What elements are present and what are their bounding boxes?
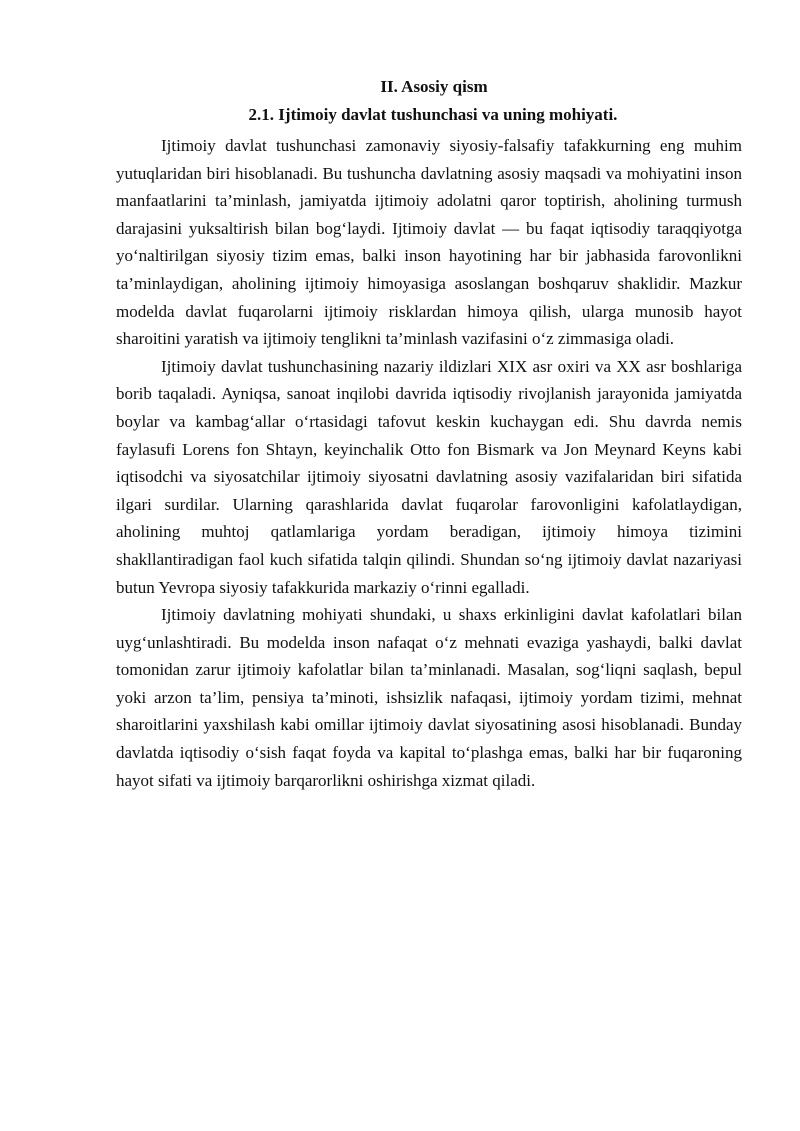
section-title: II. Asosiy qism (380, 77, 488, 96)
paragraph-3: Ijtimoiy davlatning mohiyati shundaki, u shaxs erkinligini davlat kafolatlari bilan uyg‘unlashtiradi. Bu modelda inson nafaqat o‘z mehnati evaziga yashaydi, balki davlat tomonidan zarur ijtimoiy kafolatlar bilan ta’minlanadi. Masalan, sog‘liqni saqlash, bepul yoki arzon ta’lim, pensiya ta’minoti, ishsizlik nafaqasi, ijtimoiy yordam tizimi, mehnat sharoitlarini yaxshilash kabi omillar ijtimoiy davlat siyosatining asosi hisoblanadi. Bunday davlatda iqtisodiy o‘sish faqat foyda va kapital to‘plashga emas, balki har bir fuqaroning hayot sifati va ijtimoiy barqarorlikni oshirishga xizmat qiladi. (116, 605, 742, 790)
subsection-title: 2.1. Ijtimoiy davlat tushunchasi va uning mohiyati. (248, 105, 618, 124)
paragraph-2: Ijtimoiy davlat tushunchasining nazariy ildizlari XIX asr oxiri va XX asr boshlariga borib taqaladi. Ayniqsa, sanoat inqilobi davrida iqtisodiy rivojlanish jarayonida jamiyatda boylar va kambag‘allar o‘rtasidagi tafovut keskin kuchaygan edi. Shu davrda nemis faylasufi Lorens fon Shtayn, keyinchalik Otto fon Bismark va Jon Meynard Keyns kabi iqtisodchi va siyosatchilar ijtimoiy siyosatni davlatning asosiy vazifalaridan biri sifatida ilgari surdilar. Ularning qarashlarida davlat fuqarolar farovonligini kafolatlaydigan, aholining muhtoj qatlamlariga yordam beradigan, ijtimoiy himoya tizimini shakllantiradigan faol kuch sifatida talqin qilindi. Shundan so‘ng ijtimoiy davlat nazariyasi butun Yevropa siyosiy tafakkurida markaziy o‘rinni egalladi. (116, 356, 742, 597)
document-page (116, 73, 742, 794)
paragraph-1: Ijtimoiy davlat tushunchasi zamonaviy siyosiy-falsafiy tafakkurning eng muhim yutuqlaridan biri hisoblanadi. Bu tushuncha davlatning asosiy maqsadi va mohiyatini inson manfaatlarini ta’minlash, jamiyatda ijtimoiy adolatni qaror toptirish, aholining turmush darajasini yuksaltirish bilan bog‘laydi. Ijtimoiy davlat — bu faqat iqtisodiy taraqqiyotga yo‘naltirilgan siyosiy tizim emas, balki inson hayotining har bir jabhasida farovonlikni ta’minlaydigan, aholining ijtimoiy himoyasiga asoslangan boshqaruv shaklidir. Mazkur modelda davlat fuqarolarni ijtimoiy risklardan himoya qilish, ularga munosib hayot sharoitini yaratish va ijtimoiy tenglikni ta’minlash vazifasini o‘z zimmasiga oladi. (116, 136, 742, 349)
